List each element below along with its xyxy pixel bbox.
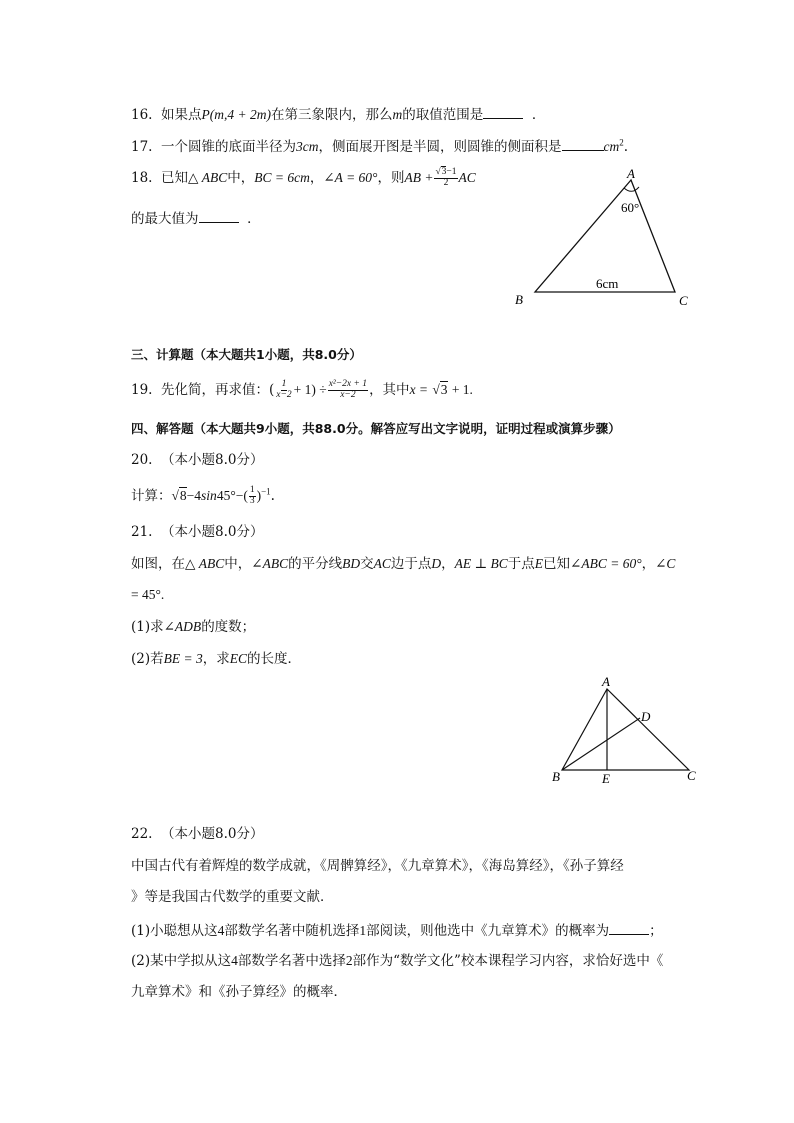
question-21-part1: (1)求∠ADB的度数；	[131, 619, 256, 635]
question-17: 17. 一个圆锥的底面半径为3cm，侧面展开图是半圆，则圆锥的侧面积是 $cm^2$.	[131, 137, 629, 155]
section-heading-4: 四、解答题（本大题共9小题，共88.0分。解答应写出文字说明，证明过程或演算步骤）	[131, 421, 621, 436]
answer-blank	[609, 922, 649, 935]
question-21-line2: = 45°.	[131, 587, 165, 602]
question-22-header: 22. （本小题8.0分）	[131, 826, 264, 842]
angle-arc	[624, 187, 639, 191]
question-18-line2: 的最大值为 ．	[131, 211, 261, 227]
section-heading-3: 三、计算题（本大题共1小题，共8.0分）	[131, 347, 362, 362]
fraction: $\frac{1}{x-2}$	[276, 379, 292, 400]
fraction: $\frac{√3-1}{2}$	[435, 167, 457, 188]
question-21-line1: 如图，在△ ABC中，∠ABC的平分线BD交AC边于点D，AE ⊥ BC于点E已知∠ABC = 60°，∠C	[131, 556, 676, 572]
point-label-d: D	[641, 709, 651, 724]
question-21-header: 21. （本小题8.0分）	[131, 524, 264, 540]
question-19: 19. 先化简，再求值：( $\frac{1}{x-2}$ + 1) ÷ $\frac{\text{x²−2x + 1}}{x-2}$ ，其中x = √3 + 1.	[131, 379, 473, 400]
question-22-part2-line2: 九章算术》和《孙子算经》的概率．	[131, 984, 347, 1000]
question-22-part1: (1)小聪想从这4部数学名著中随机选择1部阅读，则他选中《九章算术》的概率为 ；	[131, 923, 663, 939]
answer-blank	[562, 138, 604, 151]
point-label-e: E	[602, 771, 610, 786]
vertex-label-a: A	[602, 674, 610, 689]
vertex-label-c: C	[687, 768, 696, 783]
vertex-label-b: B	[552, 769, 560, 784]
bisector-bd	[562, 718, 640, 770]
question-20-header: 20. （本小题8.0分）	[131, 452, 264, 468]
fraction: $\frac{1}{3}$	[249, 485, 255, 506]
question-22-line1: 中国古代有着辉煌的数学成就，《周髀算经》，《九章算术》，《海岛算经》，《孙子算经	[131, 858, 624, 874]
triangle-figure-q18	[505, 160, 705, 315]
side-length-label: 6cm	[596, 276, 619, 291]
question-number: 17.	[131, 139, 153, 155]
answer-blank	[199, 210, 239, 223]
answer-blank	[483, 106, 523, 119]
question-number: 22.	[131, 826, 153, 842]
question-number: 20.	[131, 452, 153, 468]
question-22-part2: (2)某中学拟从这4部数学名著中选择2部作为“数学文化”校本课程学习内容，求恰好选中《	[131, 953, 664, 969]
fraction: $\frac{\text{x²−2x + 1}}{x-2}$	[328, 379, 368, 400]
question-number: 21.	[131, 524, 153, 540]
question-number: 16.	[131, 107, 153, 123]
question-18: 18. 已知△ ABC中，BC = 6cm，∠A = 60°，则AB + $\frac{√3-1}{2}$ AC	[131, 167, 476, 188]
question-20-body: 计算：√8−4sin45°−( $\frac{1}{3}$ )$^{-1}$.	[131, 485, 275, 506]
question-number: 18.	[131, 169, 153, 186]
question-16: 16. 如果点P(m,4 + 2m)在第三象限内，那么m的取值范围是 ．	[131, 107, 546, 123]
math-expression: P(m,4 + 2m)	[201, 107, 271, 122]
triangle-figure-q21	[545, 670, 705, 790]
question-number: 19.	[131, 381, 153, 398]
question-22-line2: 》等是我国古代数学的重要文献．	[131, 889, 334, 905]
vertex-label-a: A	[627, 166, 635, 181]
vertex-label-b: B	[515, 292, 523, 307]
angle-label: 60°	[621, 200, 640, 215]
question-21-part2: (2)若BE = 3，求EC的长度．	[131, 651, 301, 667]
vertex-label-c: C	[679, 293, 688, 308]
